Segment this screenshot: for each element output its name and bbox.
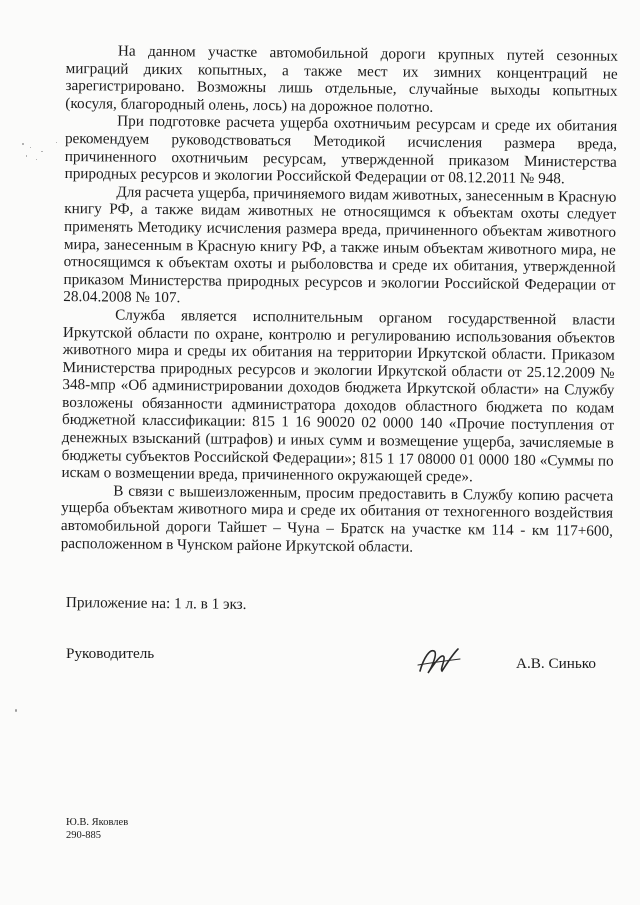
paragraph-hunting-method: При подготовке расчета ущерба охотничьим ресурсам и среде их обитания рекомендуем руководствоваться Методикой исчисления размера вреда, причиненного охотничьим ресурсам, утвержденной приказом Министерства природных ресурсов и экологии Российской Федерации от 08.12.2011 № 948. bbox=[64, 112, 618, 188]
scan-speck bbox=[56, 142, 57, 143]
handwritten-signature bbox=[414, 643, 470, 679]
scan-speck bbox=[30, 147, 31, 148]
paragraph-request: В связи с вышеизложенным, просим предоставить в Службу копию расчета ущерба объектам животного мира и среде их обитания от техногенного воздействия автомобильной дороги Тайшет – Чуна – Братск на участке км 114 - км 117+600, расположенном в Чунском районе Иркутской области. bbox=[60, 482, 614, 556]
executor-phone: 290-885 bbox=[66, 830, 101, 841]
signatory-name: А.В. Синько bbox=[516, 655, 597, 672]
letter-body bbox=[61, 42, 618, 558]
signature-block bbox=[66, 643, 618, 693]
signatory-position: Руководитель bbox=[66, 645, 155, 662]
paragraph-service-authority: Служба является исполнительным органом государственной власти Иркутской области по охране, контролю и регулированию использования объектов животного мира и среды их обитания на территории Иркутской области. Приказом Министерства природных ресурсов и экологии Иркутской области от 25.12.2009 № 348-мпр «Об администрировании доходов бюджета Иркутской области» на Службу возложены обязанности администратора доходов областного бюджета по кодам бюджетной классификации: 815 1 16 90020 02 0000 140 «Прочие поступления от денежных взысканий (штрафов) и иных сумм и возмещение ущерба, зачисляемые в бюджеты субъектов Российской Федерации»; 815 1 17 08000 01 0000 180 «Суммы по искам о возмещении вреда, причиненного окружающей среде». bbox=[61, 306, 616, 486]
scan-speck bbox=[26, 155, 27, 157]
paragraph-red-book-method: Для расчета ущерба, причиняемого видам животных, занесенным в Красную книгу РФ, а также видам животных не относящимся к объектам охоты следует применять Методику исчисления размера вреда, причиненного объектам животного мира, занесенным в Красную книгу РФ, а также иным объектам животного мира, не относящимся к объектам охоты и рыболовства и среде их обитания, утвержденной приказом Министерства природных ресурсов и экологии Российской Федерации от 28.04.2008 № 107. bbox=[63, 183, 617, 307]
executor-name: Ю.В. Яковлев bbox=[66, 817, 129, 828]
executor-info bbox=[66, 816, 128, 842]
attachment-note: Приложение на: 1 л. в 1 экз. bbox=[65, 594, 247, 613]
scan-speck bbox=[36, 159, 37, 160]
scan-speck bbox=[22, 143, 24, 145]
scan-speck bbox=[15, 709, 17, 712]
scan-speck bbox=[41, 151, 43, 152]
paragraph-migration: На данном участке автомобильной дороги крупных путей сезонных миграций диких копытных, а также мест их зимних концентраций не зарегистрировано. Возможны лишь отдельные, случайные выходы копытных (косуля, благородный олень, лось) на дорожное полотно. bbox=[65, 42, 618, 116]
